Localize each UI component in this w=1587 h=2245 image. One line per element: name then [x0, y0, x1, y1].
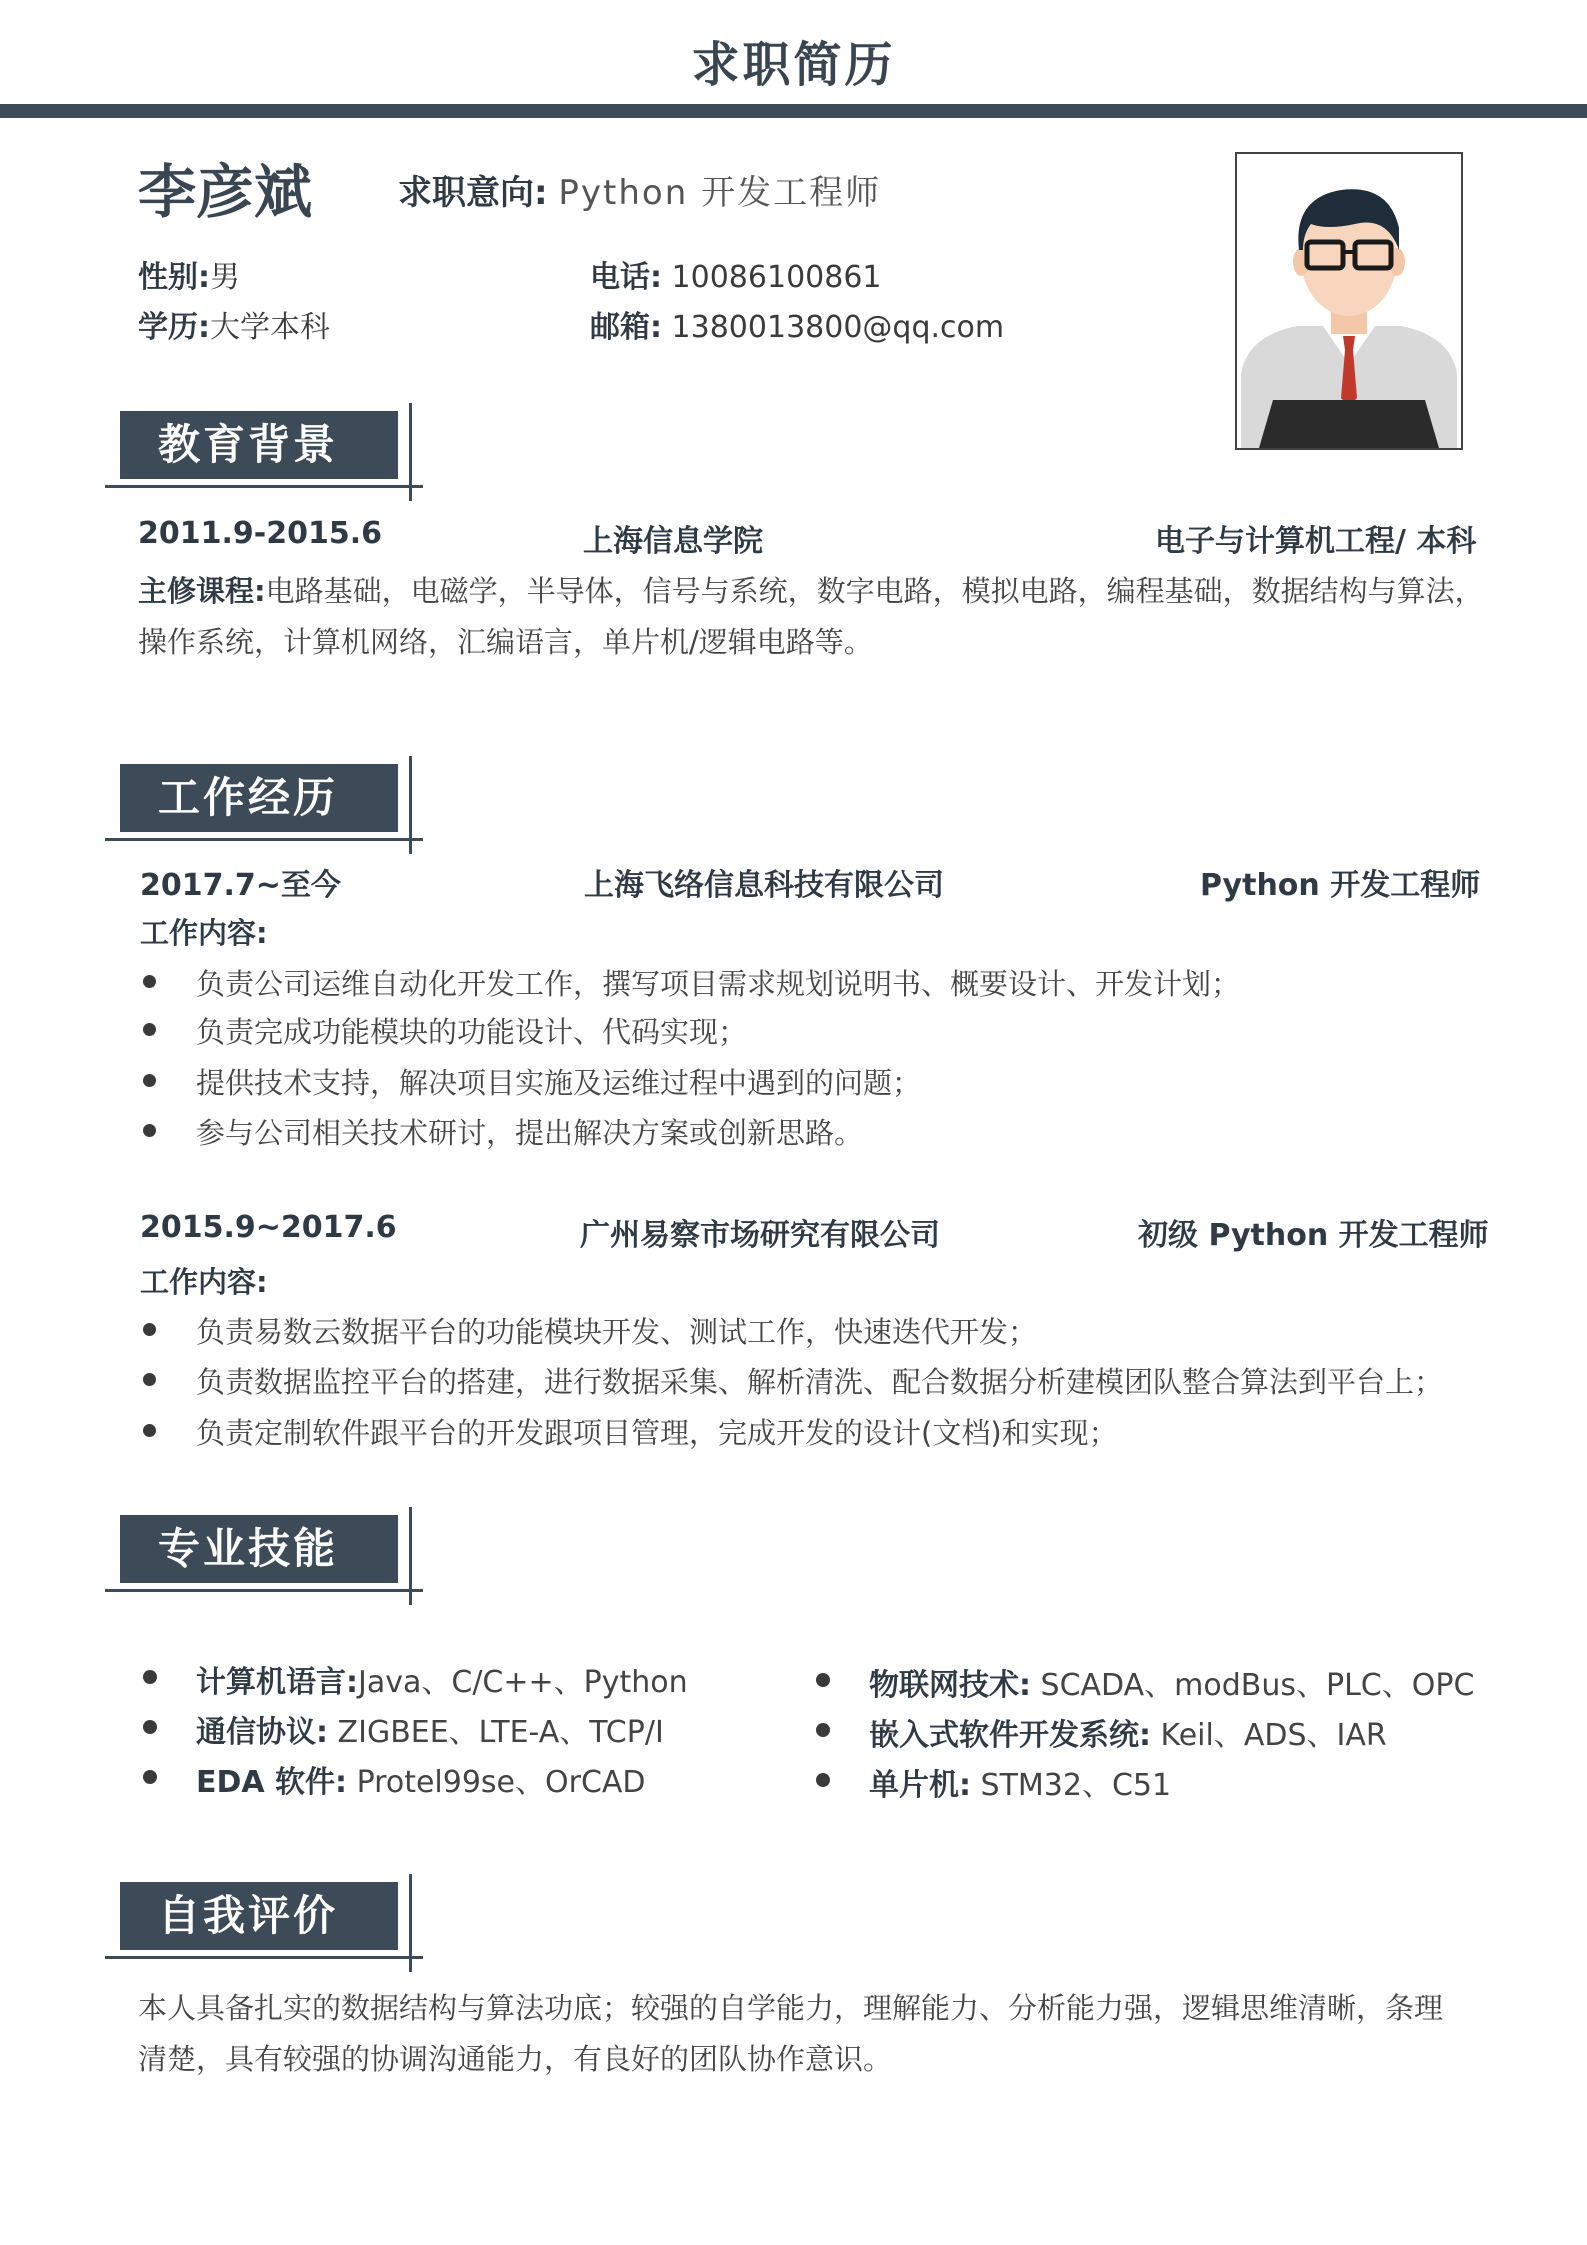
section-work-title: 工作经历 — [120, 764, 398, 832]
bullet-icon — [816, 1773, 830, 1787]
job-content-label: 工作内容: — [140, 916, 268, 950]
bullet-icon — [143, 1424, 156, 1437]
bullet-icon — [816, 1673, 830, 1687]
education-courses — [138, 566, 1488, 668]
section-rule-vertical — [409, 1874, 412, 1972]
section-rule — [105, 1589, 423, 1592]
phone-value: 10086100861 — [671, 260, 882, 295]
section-rule-vertical — [409, 403, 412, 501]
job-position: Python 开发工程师 — [1200, 868, 1481, 903]
education-school: 上海信息学院 — [583, 524, 763, 559]
education-major: 电子与计算机工程/ 本科 — [1155, 524, 1477, 559]
bullet-icon — [143, 1023, 156, 1036]
bullet-icon — [143, 1770, 157, 1784]
section-self-eval — [105, 1874, 425, 1979]
bullet-icon — [143, 1373, 156, 1386]
courses-value: 电路基础，电磁学，半导体，信号与系统，数字电路，模拟电路，编程基础，数据结构与算法，操作系统，计算机网络，汇编语言，单片机/逻辑电路等。 — [138, 574, 1484, 659]
section-self-eval-title: 自我评价 — [120, 1882, 398, 1950]
section-rule — [105, 1956, 423, 1959]
phone-info — [590, 252, 882, 296]
job-content-label: 工作内容: — [140, 1265, 268, 1299]
email-info — [590, 302, 1004, 346]
bullet-icon — [143, 975, 156, 988]
avatar-icon — [1237, 154, 1461, 448]
section-education — [105, 403, 425, 508]
section-rule-vertical — [409, 1507, 412, 1605]
bullet-icon — [143, 1720, 157, 1734]
section-work — [105, 756, 425, 861]
job-intent — [398, 165, 881, 214]
section-rule — [105, 838, 423, 841]
section-skills-title: 专业技能 — [120, 1515, 398, 1583]
education-info — [138, 302, 330, 346]
education-period: 2011.9-2015.6 — [138, 516, 382, 551]
job-company: 广州易察市场研究有限公司 — [580, 1218, 940, 1253]
gender-label: 性别: — [138, 260, 210, 295]
job-period: 2015.9~2017.6 — [140, 1210, 397, 1245]
courses-label: 主修课程: — [138, 574, 266, 608]
section-education-title: 教育背景 — [120, 411, 398, 479]
section-skills — [105, 1507, 425, 1612]
bullet-icon — [143, 1670, 157, 1684]
self-eval-text: 本人具备扎实的数据结构与算法功底；较强的自学能力，理解能力、分析能力强，逻辑思维清晰，条理清楚，具有较强的协调沟通能力，有良好的团队协作意识。 — [138, 1991, 1444, 2076]
bullet-icon — [143, 1074, 156, 1087]
job-intent-label: 求职意向: — [398, 173, 548, 213]
gender-info — [138, 252, 240, 296]
page-title: 求职简历 — [691, 37, 896, 93]
header-rule — [0, 104, 1587, 118]
section-rule-vertical — [409, 756, 412, 854]
profile-photo — [1235, 152, 1463, 450]
candidate-name: 李彦斌 — [138, 158, 313, 226]
bullet-icon — [143, 1323, 156, 1336]
email-value: 1380013800@qq.com — [671, 310, 1005, 345]
phone-label: 电话: — [590, 260, 662, 295]
job-period: 2017.7~至今 — [140, 868, 341, 903]
gender-value: 男 — [210, 260, 240, 295]
section-rule — [105, 485, 423, 488]
education-level-value: 大学本科 — [210, 310, 330, 345]
job-company: 上海飞络信息科技有限公司 — [584, 868, 944, 903]
job-intent-value: Python 开发工程师 — [558, 173, 882, 213]
bullet-icon — [143, 1124, 156, 1137]
job-position: 初级 Python 开发工程师 — [1138, 1218, 1489, 1253]
bullet-icon — [816, 1723, 830, 1737]
email-label: 邮箱: — [590, 310, 662, 345]
education-level-label: 学历: — [138, 310, 210, 345]
